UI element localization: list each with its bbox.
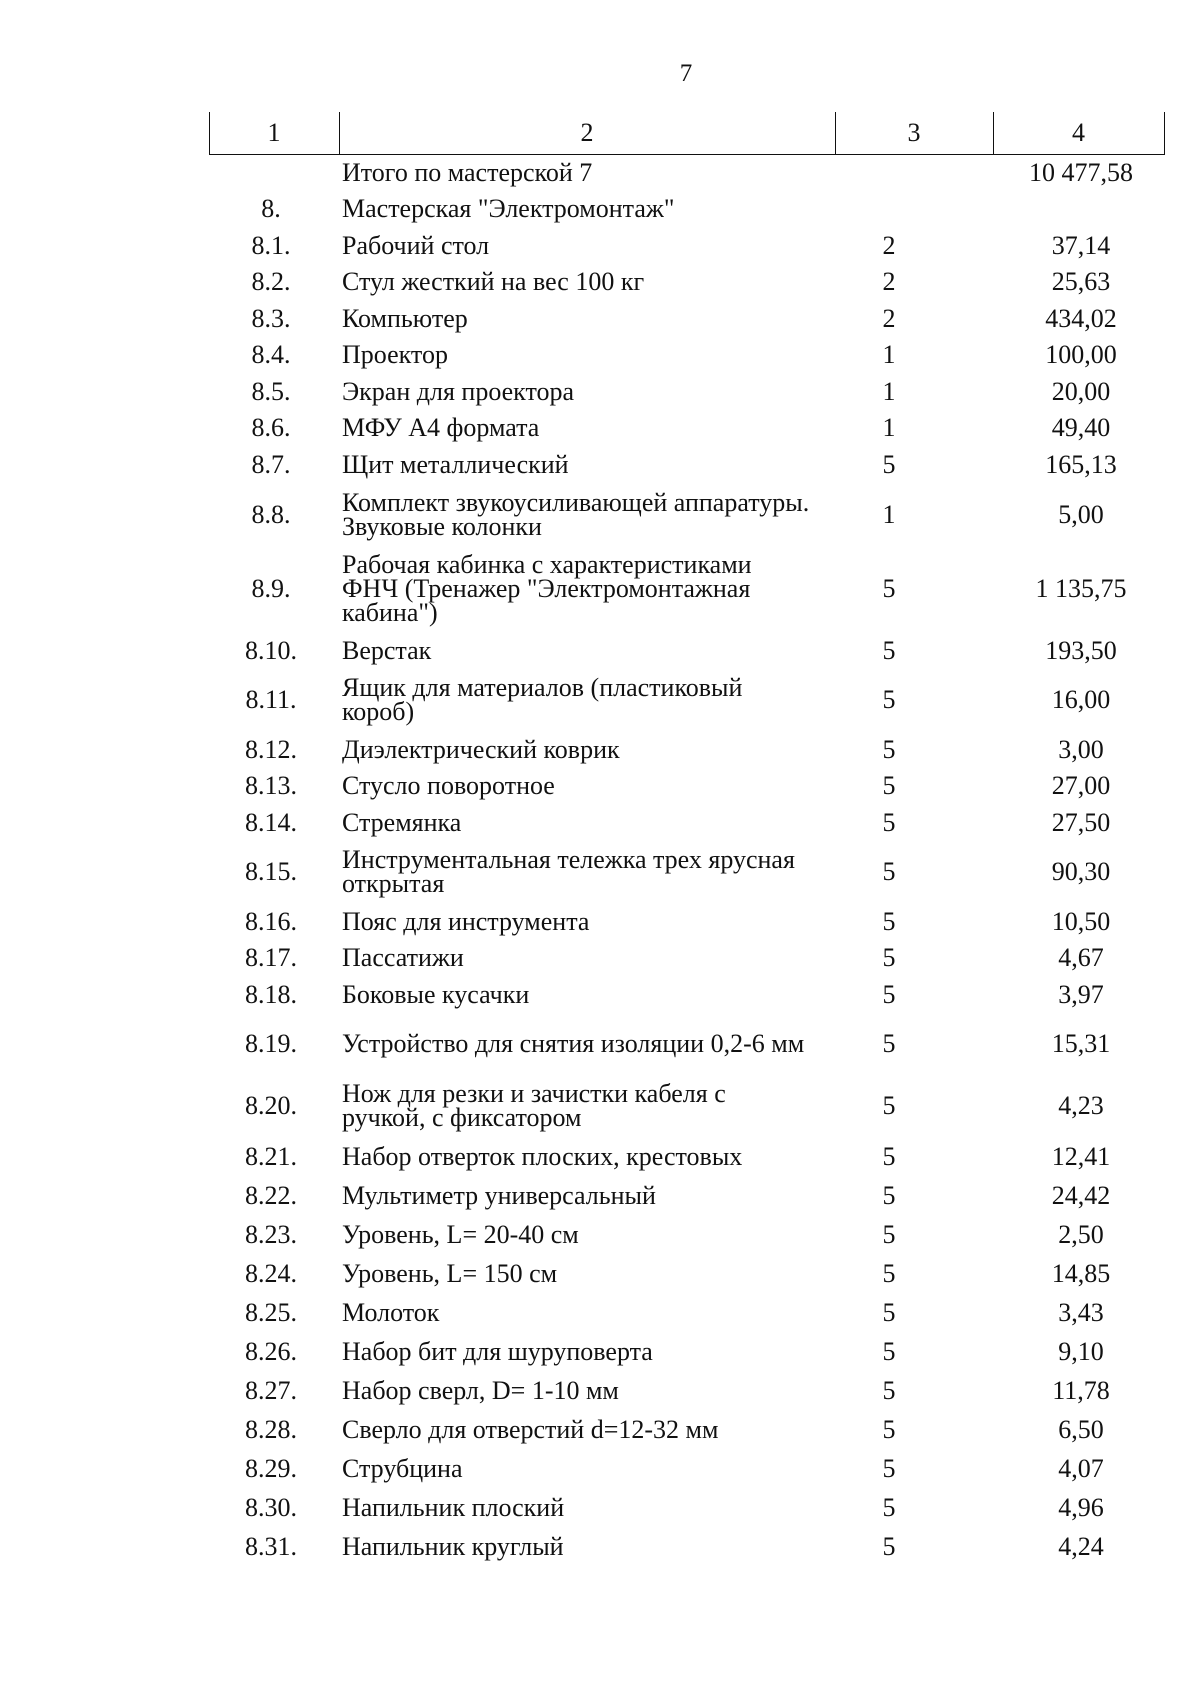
- item-name: Ящик для материалов (пластиковый короб): [342, 673, 743, 726]
- item-number: 8.9.: [251, 574, 291, 603]
- item-quantity: 5: [882, 734, 896, 764]
- item-price: 4,24: [1058, 1531, 1104, 1561]
- item-quantity: 5: [882, 1336, 896, 1366]
- item-price: 434,02: [1045, 303, 1117, 333]
- item-quantity: 5: [882, 1219, 896, 1249]
- item-quantity: 5: [882, 807, 896, 837]
- item-name: Рабочий стол: [342, 230, 490, 260]
- item-quantity: 5: [882, 1531, 896, 1561]
- item-price: 2,50: [1058, 1219, 1104, 1249]
- table-row: [209, 1013, 1165, 1075]
- table-row: [209, 373, 1165, 410]
- item-number: 8.3.: [251, 303, 291, 333]
- table-row: [209, 1488, 1165, 1527]
- item-number: 8.14.: [245, 807, 297, 837]
- table-row: [209, 1410, 1165, 1449]
- item-price: 3,97: [1058, 979, 1104, 1009]
- item-quantity: 5: [882, 1141, 896, 1171]
- item-quantity: 5: [882, 943, 896, 972]
- item-name: Комплект звукоусиливающей аппаратуры. Звуковые колонки: [342, 487, 810, 541]
- table-row: [209, 1449, 1165, 1488]
- table-row: [209, 804, 1165, 841]
- item-price: 12,41: [1051, 1141, 1111, 1171]
- item-name: Диэлектрический коврик: [342, 734, 620, 764]
- item-price: 10,50: [1051, 906, 1111, 936]
- item-quantity: 5: [882, 906, 896, 936]
- item-quantity: 2: [882, 230, 896, 260]
- table-body: [209, 155, 1165, 1566]
- item-number: 8.23.: [245, 1219, 297, 1249]
- item-number: 8.7.: [251, 449, 291, 479]
- table-row: [209, 410, 1165, 446]
- item-name: Компьютер: [342, 303, 468, 333]
- header-col-4: 4: [1072, 118, 1085, 147]
- table-row: [209, 1371, 1165, 1410]
- item-number: 8.17.: [245, 943, 297, 972]
- item-number: 8.28.: [245, 1414, 297, 1444]
- table-row: [209, 1137, 1165, 1176]
- item-name: Мастерская "Электромонтаж": [342, 194, 675, 223]
- table-row: [209, 768, 1165, 804]
- item-price: 14,85: [1051, 1258, 1111, 1288]
- item-number: 8.12.: [245, 734, 297, 764]
- item-quantity: 5: [882, 635, 896, 665]
- item-name: Устройство для снятия изоляции 0,2-6 мм: [342, 1029, 805, 1058]
- item-quantity: 2: [882, 267, 896, 296]
- item-quantity: 5: [882, 1453, 896, 1483]
- item-price: 11,78: [1052, 1375, 1110, 1405]
- item-price: 100,00: [1045, 340, 1117, 369]
- item-price: 90,30: [1051, 857, 1111, 886]
- table-row: [209, 1075, 1165, 1137]
- item-price: 25,63: [1051, 267, 1111, 296]
- item-price: 24,42: [1051, 1180, 1111, 1210]
- table-row: [209, 483, 1165, 546]
- item-number: 8.: [261, 194, 281, 223]
- item-number: 8.10.: [245, 635, 297, 665]
- item-price: 4,23: [1058, 1091, 1104, 1120]
- item-quantity: 5: [882, 574, 896, 603]
- item-quantity: 1: [882, 340, 896, 369]
- item-name: Набор отверток плоских, крестовых: [342, 1141, 743, 1171]
- item-quantity: 5: [882, 1414, 896, 1444]
- table-row: [209, 300, 1165, 337]
- item-quantity: 5: [882, 979, 896, 1009]
- item-quantity: 5: [882, 685, 896, 714]
- item-number: 8.1.: [251, 230, 291, 260]
- item-name: Инструментальная тележка трех ярусная открытая: [342, 845, 795, 898]
- item-price: 9,10: [1058, 1336, 1104, 1366]
- item-number: 8.22.: [245, 1180, 297, 1210]
- table-row: [209, 940, 1165, 976]
- item-number: 8.18.: [245, 979, 297, 1009]
- table-row: [209, 731, 1165, 768]
- item-number: 8.24.: [245, 1258, 297, 1288]
- table-row: [209, 903, 1165, 940]
- item-number: 8.26.: [245, 1336, 297, 1366]
- table-row: [209, 632, 1165, 669]
- table-row: [209, 841, 1165, 903]
- table-row: [209, 546, 1165, 632]
- item-price: 27,50: [1051, 807, 1111, 837]
- item-number: 8.6.: [251, 413, 291, 442]
- table-row: [209, 1293, 1165, 1332]
- table-row: [209, 976, 1165, 1013]
- item-name: Набор сверл, D= 1-10 мм: [342, 1375, 619, 1405]
- item-name: Нож для резки и зачистки кабеля с ручкой, с фиксатором: [342, 1079, 726, 1132]
- item-price: 37,14: [1051, 230, 1111, 260]
- item-price: 16,00: [1051, 685, 1111, 714]
- table-row: [209, 1254, 1165, 1293]
- item-number: 8.19.: [245, 1029, 297, 1058]
- item-quantity: 5: [882, 1492, 896, 1522]
- header-col-2: 2: [580, 118, 594, 147]
- item-number: 8.27.: [245, 1375, 297, 1405]
- item-name: МФУ А4 формата: [342, 413, 540, 442]
- header-divider: [1164, 112, 1165, 154]
- item-name: Проектор: [342, 340, 448, 369]
- table-row: [209, 1176, 1165, 1215]
- item-price: 3,00: [1058, 734, 1104, 764]
- item-number: 8.15.: [245, 857, 297, 886]
- item-name: Уровень, L= 20-40 см: [342, 1219, 579, 1249]
- item-name: Стул жесткий на вес 100 кг: [342, 267, 645, 296]
- equipment-table: [209, 112, 1165, 1566]
- item-name: Струбцина: [342, 1453, 463, 1483]
- item-name: Верстак: [342, 635, 432, 665]
- item-number: 8.11.: [245, 685, 297, 714]
- item-price: 6,50: [1058, 1414, 1104, 1444]
- item-number: 8.25.: [245, 1297, 297, 1327]
- item-price: 4,67: [1058, 943, 1104, 972]
- item-price: 5,00: [1058, 499, 1104, 529]
- item-name: Итого по мастерской 7: [342, 158, 593, 187]
- item-quantity: 5: [882, 1091, 896, 1120]
- header-col-1: 1: [267, 118, 281, 147]
- item-quantity: 1: [882, 413, 896, 442]
- item-name: Пояс для инструмента: [342, 906, 590, 936]
- item-name: Напильник круглый: [342, 1531, 564, 1561]
- header-col-3: 3: [907, 118, 921, 147]
- item-name: Боковые кусачки: [342, 979, 530, 1009]
- item-quantity: 5: [882, 1180, 896, 1210]
- table-row: [209, 227, 1165, 264]
- item-quantity: 1: [882, 499, 896, 529]
- table-header: [209, 112, 1165, 155]
- item-quantity: 5: [882, 771, 896, 800]
- item-quantity: 5: [882, 449, 896, 479]
- item-number: 8.29.: [245, 1453, 297, 1483]
- item-name: Молоток: [342, 1297, 440, 1327]
- item-number: 8.13.: [245, 771, 297, 800]
- item-number: 8.2.: [251, 267, 291, 296]
- item-number: 8.21.: [245, 1141, 297, 1171]
- item-price: 165,13: [1045, 449, 1117, 479]
- item-price: 3,43: [1058, 1297, 1104, 1327]
- table-row: [209, 337, 1165, 373]
- table-row: [209, 191, 1165, 227]
- item-number: 8.5.: [251, 376, 291, 406]
- item-number: 8.16.: [245, 906, 297, 936]
- item-number: 8.20.: [245, 1091, 297, 1120]
- table-row: [209, 669, 1165, 731]
- item-name: Напильник плоский: [342, 1492, 565, 1522]
- item-quantity: 5: [882, 857, 896, 886]
- item-number: 8.30.: [245, 1492, 297, 1522]
- item-number: 8.8.: [251, 499, 291, 529]
- item-name: Стремянка: [342, 807, 462, 837]
- table-row: [209, 446, 1165, 483]
- item-quantity: 2: [882, 303, 896, 333]
- page-number: 7: [679, 60, 693, 87]
- item-name: Экран для проектора: [342, 376, 575, 406]
- item-price: 27,00: [1051, 771, 1111, 800]
- item-price: 20,00: [1051, 376, 1111, 406]
- item-name: Щит металлический: [342, 449, 569, 479]
- table-row: [209, 264, 1165, 300]
- item-name: Стусло поворотное: [342, 771, 555, 800]
- item-name: Набор бит для шуруповерта: [342, 1336, 653, 1366]
- item-name: Мультиметр универсальный: [342, 1180, 656, 1210]
- item-name: Рабочая кабинка с характеристиками ФНЧ (Тренажер "Электромонтажная кабина"): [342, 550, 752, 627]
- item-quantity: 5: [882, 1029, 896, 1058]
- item-price: 10 477,58: [1029, 158, 1133, 187]
- item-price: 1 135,75: [1035, 574, 1127, 603]
- item-price: 193,50: [1045, 635, 1117, 665]
- table-row: [209, 1527, 1165, 1566]
- item-price: 15,31: [1051, 1029, 1111, 1058]
- item-name: Пассатижи: [342, 943, 464, 972]
- item-name: Сверло для отверстий d=12-32 мм: [342, 1414, 719, 1444]
- item-price: 4,07: [1058, 1453, 1104, 1483]
- item-quantity: 5: [882, 1375, 896, 1405]
- item-number: 8.4.: [251, 340, 291, 369]
- item-quantity: 5: [882, 1297, 896, 1327]
- table-row: [209, 1332, 1165, 1371]
- table-row: [209, 155, 1165, 191]
- item-name: Уровень, L= 150 см: [342, 1258, 558, 1288]
- item-price: 49,40: [1051, 413, 1111, 442]
- item-quantity: 1: [882, 376, 896, 406]
- item-number: 8.31.: [245, 1531, 297, 1561]
- item-price: 4,96: [1058, 1492, 1104, 1522]
- table-row: [209, 1215, 1165, 1254]
- item-quantity: 5: [882, 1258, 896, 1288]
